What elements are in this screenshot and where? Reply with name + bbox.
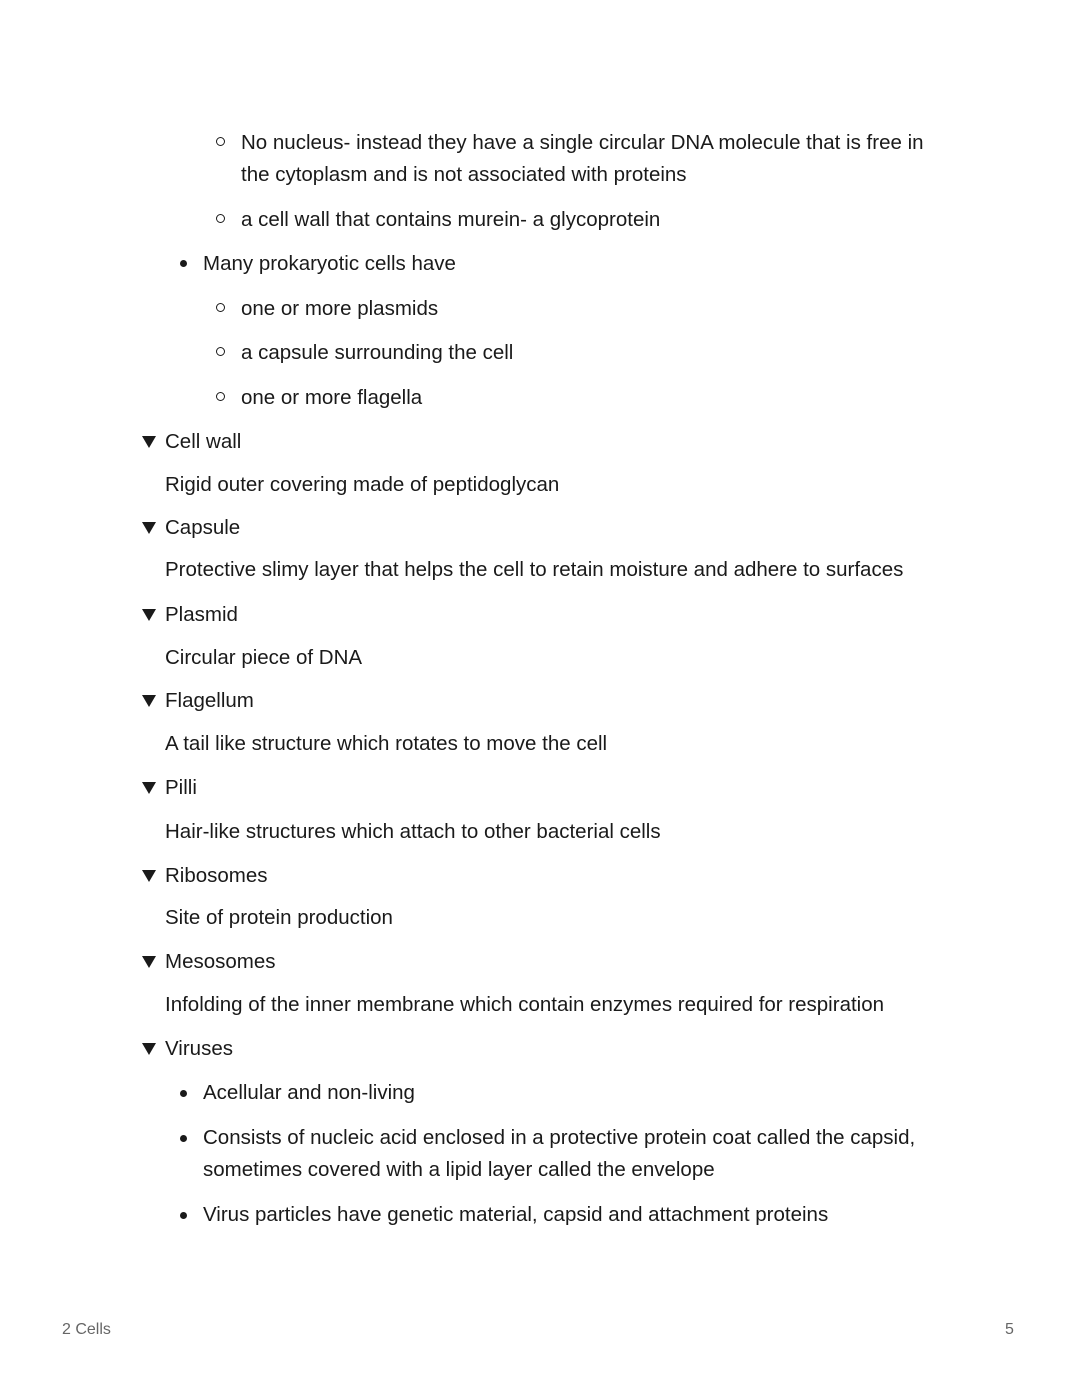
nucleus-text-line2: the cytoplasm and is not associated with proteins	[241, 163, 687, 186]
virus-item: Consists of nucleic acid enclosed in a protective protein coat called the capsid,	[203, 1126, 916, 1149]
toggle-title[interactable]: Cell wall	[165, 430, 242, 453]
sub-bullet-icon	[216, 347, 225, 356]
capsule-text: a capsule surrounding the cell	[241, 341, 514, 364]
toggle-triangle-icon[interactable]	[142, 695, 156, 707]
sub-bullet-icon	[216, 392, 225, 401]
cell-wall-murein-text: a cell wall that contains murein- a glycoprotein	[241, 208, 661, 231]
sub-bullet-icon	[216, 214, 225, 223]
toggle-title[interactable]: Ribosomes	[165, 864, 268, 887]
toggle-title[interactable]: Viruses	[165, 1037, 233, 1060]
footer-page-number: 5	[1005, 1321, 1014, 1338]
toggle-title[interactable]: Capsule	[165, 516, 241, 539]
sub-bullet-icon	[216, 137, 225, 146]
toggle-triangle-icon[interactable]	[142, 870, 156, 882]
bullet-icon	[180, 1212, 187, 1219]
bullet-icon	[180, 260, 187, 267]
toggle-triangle-icon[interactable]	[142, 956, 156, 968]
toggle-triangle-icon[interactable]	[142, 782, 156, 794]
toggle-body: Infolding of the inner membrane which contain enzymes required for respiration	[165, 993, 885, 1016]
toggle-body: A tail like structure which rotates to move the cell	[165, 732, 608, 755]
nucleus-text-line1: No nucleus- instead they have a single circular DNA molecule that is free in	[241, 131, 924, 154]
toggle-body: Circular piece of DNA	[165, 646, 363, 669]
many-have-text: Many prokaryotic cells have	[203, 252, 456, 275]
virus-item-continuation: sometimes covered with a lipid layer called the envelope	[203, 1158, 715, 1181]
toggle-triangle-icon[interactable]	[142, 1043, 156, 1055]
plasmids-text: one or more plasmids	[241, 297, 439, 320]
sub-bullet-icon	[216, 303, 225, 312]
toggle-title[interactable]: Mesosomes	[165, 950, 276, 973]
toggle-triangle-icon[interactable]	[142, 609, 156, 621]
flagella-text: one or more flagella	[241, 386, 423, 409]
toggle-triangle-icon[interactable]	[142, 522, 156, 534]
toggle-body: Hair-like structures which attach to other bacterial cells	[165, 820, 661, 843]
bullet-icon	[180, 1135, 187, 1142]
virus-item: Virus particles have genetic material, capsid and attachment proteins	[203, 1203, 829, 1226]
toggle-body: Site of protein production	[165, 906, 393, 929]
bullet-icon	[180, 1090, 187, 1097]
footer-section-label: 2 Cells	[62, 1321, 111, 1338]
toggle-triangle-icon[interactable]	[142, 436, 156, 448]
toggle-body: Protective slimy layer that helps the cell to retain moisture and adhere to surfaces	[165, 558, 904, 581]
toggle-title[interactable]: Flagellum	[165, 689, 254, 712]
toggle-body: Rigid outer covering made of peptidoglycan	[165, 473, 560, 496]
toggle-title[interactable]: Plasmid	[165, 603, 238, 626]
toggle-title[interactable]: Pilli	[165, 776, 197, 799]
virus-item: Acellular and non-living	[203, 1081, 415, 1104]
